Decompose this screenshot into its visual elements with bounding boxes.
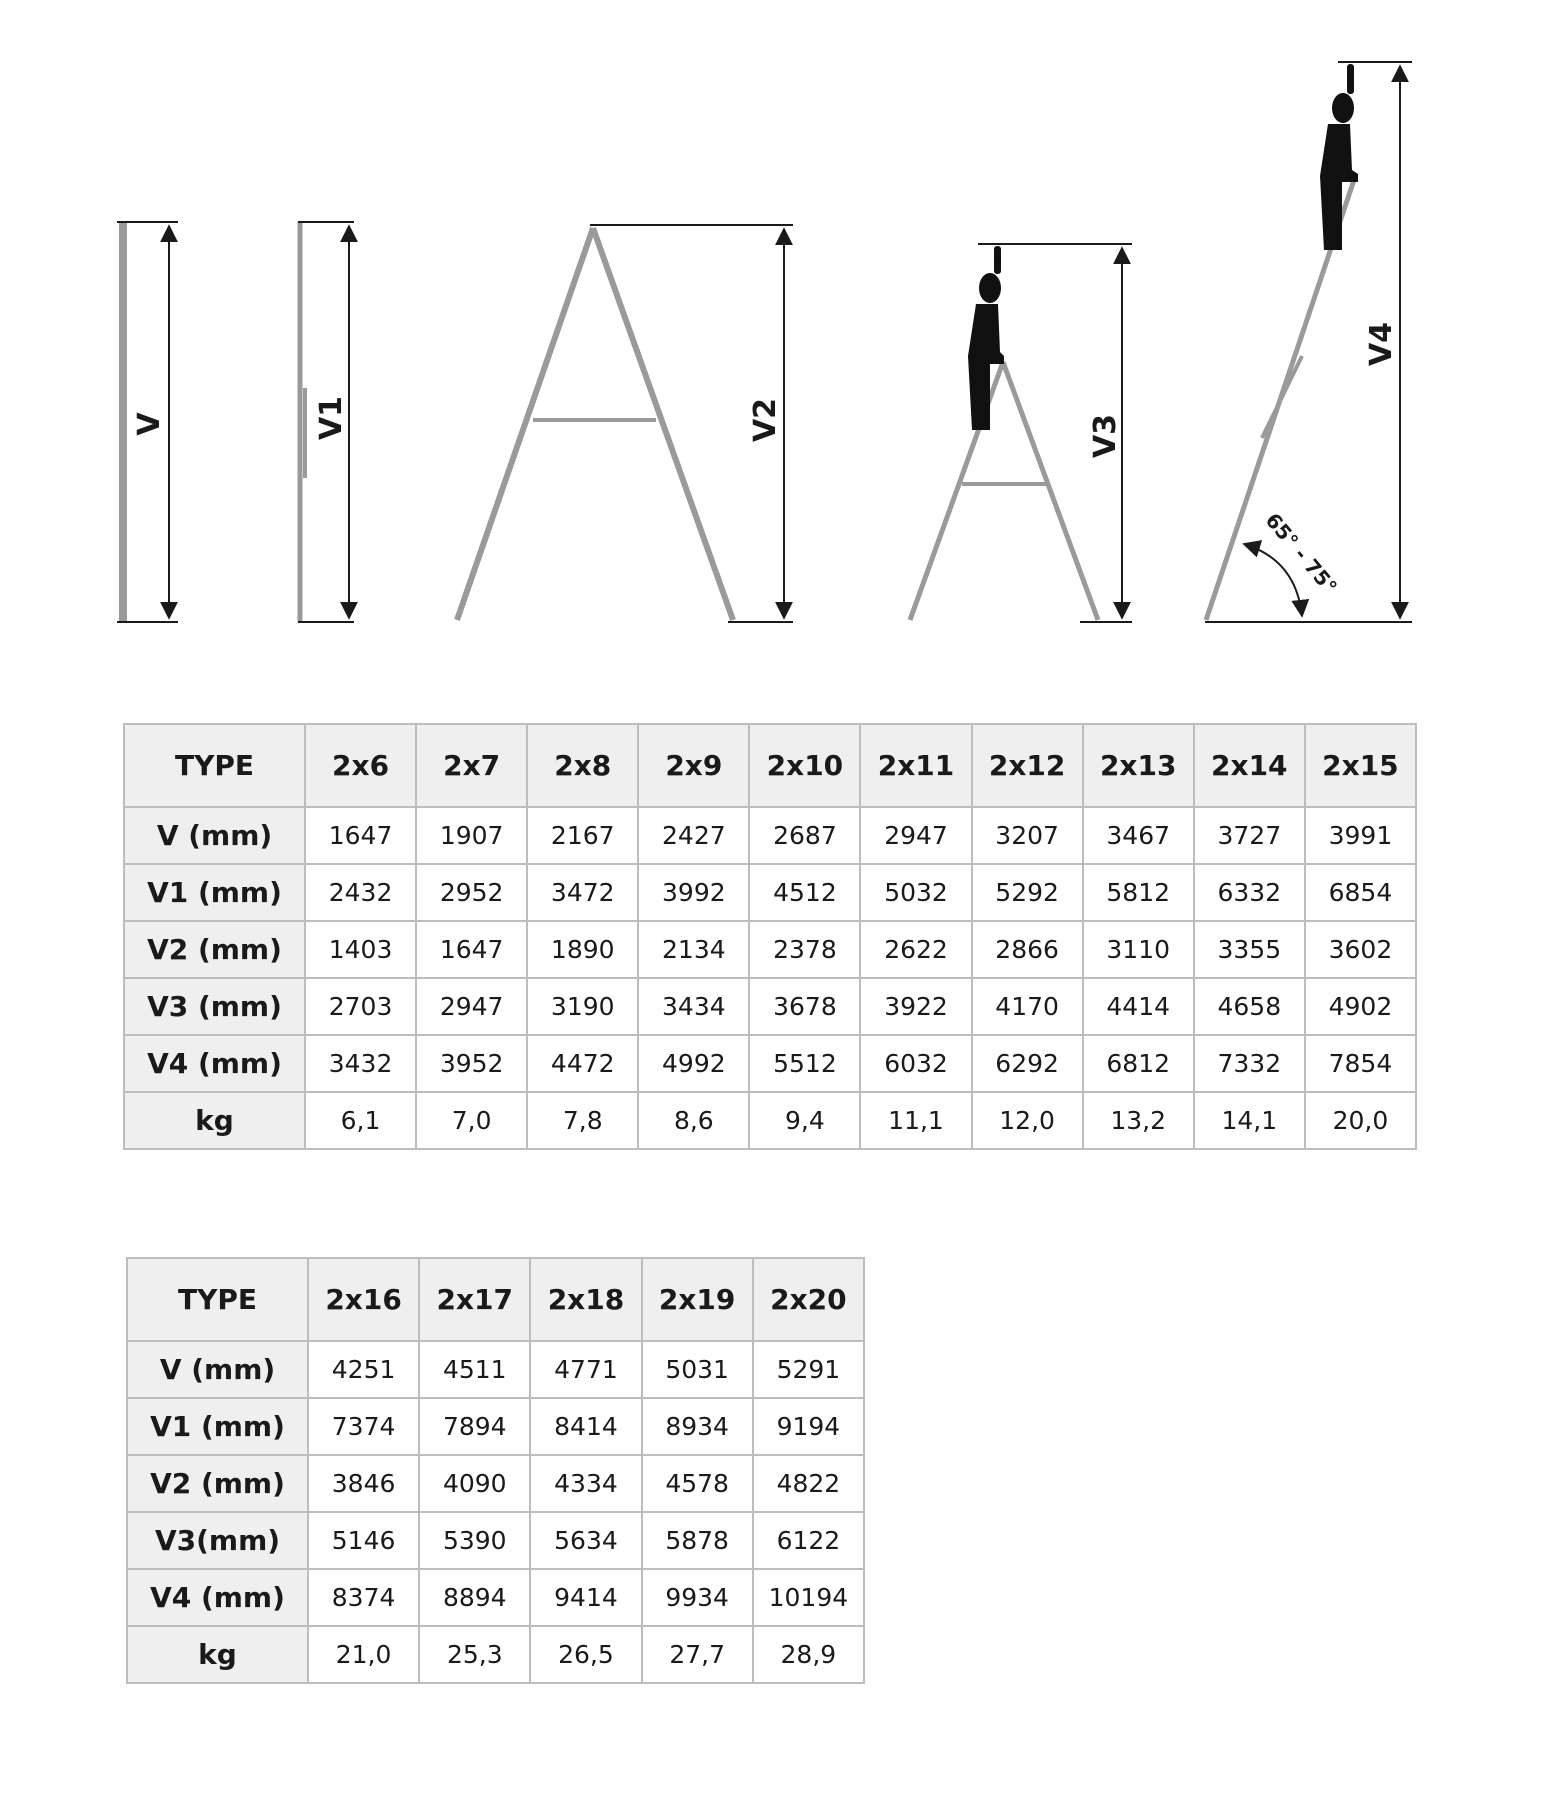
table-cell: 11,1	[860, 1092, 971, 1149]
table-cell: 27,7	[642, 1626, 753, 1683]
table-cell: 3846	[308, 1455, 419, 1512]
table-row	[124, 1035, 1416, 1092]
table-cell: 8894	[419, 1569, 530, 1626]
table-header-row	[127, 1258, 864, 1341]
column-header: 2x15	[1305, 724, 1416, 807]
column-header: 2x13	[1083, 724, 1194, 807]
type-header: TYPE	[127, 1258, 308, 1341]
table-cell: 2134	[638, 921, 749, 978]
row-label: V2 (mm)	[127, 1455, 308, 1512]
table-cell: 6,1	[305, 1092, 416, 1149]
table-cell: 4170	[972, 978, 1083, 1035]
table-row	[124, 864, 1416, 921]
row-label: kg	[127, 1626, 308, 1683]
table-cell: 9,4	[749, 1092, 860, 1149]
spec-table-1	[123, 723, 1417, 1150]
table-row	[124, 978, 1416, 1035]
ladder-extended-v1	[298, 222, 354, 622]
table-cell: 4511	[419, 1341, 530, 1398]
table-row	[127, 1569, 864, 1626]
row-label: V3 (mm)	[124, 978, 305, 1035]
table-cell: 1907	[416, 807, 527, 864]
column-header: 2x19	[642, 1258, 753, 1341]
ladder-straight-v	[117, 222, 178, 622]
row-label: V4 (mm)	[124, 1035, 305, 1092]
table-cell: 3355	[1194, 921, 1305, 978]
table-cell: 20,0	[1305, 1092, 1416, 1149]
table-cell: 14,1	[1194, 1092, 1305, 1149]
table-row	[127, 1626, 864, 1683]
column-header: 2x9	[638, 724, 749, 807]
table-cell: 4414	[1083, 978, 1194, 1035]
ladder-overlap-section	[1262, 356, 1302, 438]
table-cell: 6292	[972, 1035, 1083, 1092]
table-cell: 3727	[1194, 807, 1305, 864]
table-row	[127, 1455, 864, 1512]
table-cell: 6812	[1083, 1035, 1194, 1092]
table-cell: 2167	[527, 807, 638, 864]
table-cell: 6332	[1194, 864, 1305, 921]
table-cell: 1647	[305, 807, 416, 864]
table-cell: 4822	[753, 1455, 864, 1512]
table-cell: 3467	[1083, 807, 1194, 864]
column-header: 2x14	[1194, 724, 1305, 807]
table-cell: 2622	[860, 921, 971, 978]
table-cell: 3991	[1305, 807, 1416, 864]
table-cell: 4658	[1194, 978, 1305, 1035]
table-cell: 5032	[860, 864, 971, 921]
table-cell: 3432	[305, 1035, 416, 1092]
column-header: 2x6	[305, 724, 416, 807]
label-v2: V2	[748, 397, 783, 443]
table-cell: 4771	[530, 1341, 641, 1398]
table-cell: 13,2	[1083, 1092, 1194, 1149]
table-row	[127, 1341, 864, 1398]
table-cell: 3602	[1305, 921, 1416, 978]
table-cell: 5146	[308, 1512, 419, 1569]
table-cell: 7332	[1194, 1035, 1305, 1092]
column-header: 2x20	[753, 1258, 864, 1341]
ladder-configurations-diagram	[0, 0, 1555, 680]
person-icon	[968, 246, 1004, 430]
table-cell: 6032	[860, 1035, 971, 1092]
table-row	[127, 1512, 864, 1569]
column-header: 2x7	[416, 724, 527, 807]
label-v: V	[132, 412, 167, 436]
table-cell: 4902	[1305, 978, 1416, 1035]
row-label: V (mm)	[124, 807, 305, 864]
table-cell: 7894	[419, 1398, 530, 1455]
table-cell: 3434	[638, 978, 749, 1035]
table-header-row	[124, 724, 1416, 807]
ladder-leg-left	[457, 228, 593, 620]
table-cell: 5634	[530, 1512, 641, 1569]
table-cell: 4251	[308, 1341, 419, 1398]
table-row	[127, 1398, 864, 1455]
table-cell: 2427	[638, 807, 749, 864]
table-cell: 3952	[416, 1035, 527, 1092]
table-cell: 4090	[419, 1455, 530, 1512]
ladder-leg-right	[593, 228, 733, 620]
table-cell: 10194	[753, 1569, 864, 1626]
label-v3: V3	[1088, 413, 1123, 459]
table-cell: 8374	[308, 1569, 419, 1626]
table-cell: 5812	[1083, 864, 1194, 921]
table-cell: 5512	[749, 1035, 860, 1092]
table-cell: 6122	[753, 1512, 864, 1569]
table-cell: 5390	[419, 1512, 530, 1569]
table-cell: 2432	[305, 864, 416, 921]
table-cell: 2947	[860, 807, 971, 864]
table-cell: 4578	[642, 1455, 753, 1512]
table-cell: 3992	[638, 864, 749, 921]
table-cell: 1890	[527, 921, 638, 978]
table-cell: 25,3	[419, 1626, 530, 1683]
table-cell: 2703	[305, 978, 416, 1035]
table-cell: 3110	[1083, 921, 1194, 978]
ladder-step-v3	[910, 244, 1132, 622]
table-row	[124, 807, 1416, 864]
table-cell: 9194	[753, 1398, 864, 1455]
table-cell: 9934	[642, 1569, 753, 1626]
table-cell: 5031	[642, 1341, 753, 1398]
row-label: V4 (mm)	[127, 1569, 308, 1626]
table-cell: 8414	[530, 1398, 641, 1455]
table-cell: 2947	[416, 978, 527, 1035]
table-cell: 5291	[753, 1341, 864, 1398]
ladder-leg-right	[1003, 362, 1098, 620]
row-label: V1 (mm)	[124, 864, 305, 921]
table-cell: 28,9	[753, 1626, 864, 1683]
table-cell: 2952	[416, 864, 527, 921]
column-header: 2x18	[530, 1258, 641, 1341]
label-v1: V1	[314, 395, 349, 441]
table-cell: 1647	[416, 921, 527, 978]
table-cell: 2378	[749, 921, 860, 978]
table-cell: 21,0	[308, 1626, 419, 1683]
row-label: kg	[124, 1092, 305, 1149]
table-cell: 26,5	[530, 1626, 641, 1683]
column-header: 2x10	[749, 724, 860, 807]
table-cell: 3207	[972, 807, 1083, 864]
table-cell: 4334	[530, 1455, 641, 1512]
table-row	[124, 1092, 1416, 1149]
table-cell: 2687	[749, 807, 860, 864]
table-cell: 6854	[1305, 864, 1416, 921]
table-cell: 2866	[972, 921, 1083, 978]
column-header: 2x17	[419, 1258, 530, 1341]
table-cell: 3678	[749, 978, 860, 1035]
column-header: 2x11	[860, 724, 971, 807]
table-cell: 7374	[308, 1398, 419, 1455]
person-icon	[1320, 64, 1358, 250]
table-cell: 5878	[642, 1512, 753, 1569]
table-cell: 4512	[749, 864, 860, 921]
label-v4: V4	[1364, 321, 1399, 367]
ladder-leaning-v4	[1205, 62, 1412, 622]
table-cell: 9414	[530, 1569, 641, 1626]
table-cell: 5292	[972, 864, 1083, 921]
column-header: 2x16	[308, 1258, 419, 1341]
row-label: V1 (mm)	[127, 1398, 308, 1455]
table-cell: 3190	[527, 978, 638, 1035]
table-cell: 12,0	[972, 1092, 1083, 1149]
table-cell: 7854	[1305, 1035, 1416, 1092]
type-header: TYPE	[124, 724, 305, 807]
table-cell: 1403	[305, 921, 416, 978]
table-cell: 7,0	[416, 1092, 527, 1149]
table-cell: 7,8	[527, 1092, 638, 1149]
row-label: V2 (mm)	[124, 921, 305, 978]
column-header: 2x8	[527, 724, 638, 807]
table-cell: 3472	[527, 864, 638, 921]
ladder-a-frame-v2	[457, 225, 793, 622]
spec-table-2	[126, 1257, 865, 1684]
table-cell: 8934	[642, 1398, 753, 1455]
table-cell: 4472	[527, 1035, 638, 1092]
table-row	[124, 921, 1416, 978]
row-label: V (mm)	[127, 1341, 308, 1398]
row-label: V3(mm)	[127, 1512, 308, 1569]
angle-label: 65° - 75°	[1260, 508, 1343, 599]
column-header: 2x12	[972, 724, 1083, 807]
table-cell: 3922	[860, 978, 971, 1035]
table-cell: 8,6	[638, 1092, 749, 1149]
table-cell: 4992	[638, 1035, 749, 1092]
